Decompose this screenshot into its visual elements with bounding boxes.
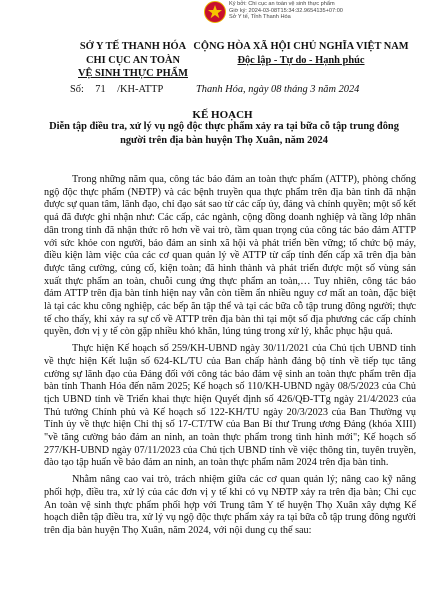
document-subtitle: Diễn tập điều tra, xử lý vụ ngộ độc thực phẩm xảy ra tại bữa cỗ tập trung đông người trên địa bàn huyện Thọ Xuân, năm 2024	[49, 121, 399, 146]
place-date: Thanh Hóa, ngày 08 tháng 3 năm 2024	[196, 84, 360, 95]
digital-signature-block	[229, 1, 434, 21]
signature-time: Giờ ký: 2024-03-08T15:34:32.9654135+07:00	[229, 7, 343, 14]
national-emblem-icon	[204, 1, 226, 23]
signature-org: Sở Y tế, Tỉnh Thanh Hóa	[229, 14, 291, 21]
paragraph: Nhằm nâng cao vai trò, trách nhiệm giữa các cơ quan quản lý; nâng cao kỹ năng phối hợp, điều tra, xử lý của các đơn vị y tế khi có vụ NĐTP xảy ra trên địa bàn; Chi cục An toàn vệ sinh thực phẩm phối hợp với Trung tâm Y tế huyện Thọ Xuân xây dựng Kế hoạch diễn tập điều tra, xử lý vụ ngộ độc thực phẩm xảy ra tại bữa cỗ tập trung đông người trên địa bàn huyện Thọ Xuân, năm 2024, với nội dung cụ thể sau:	[44, 474, 416, 536]
paragraph: Trong những năm qua, công tác bảo đảm an toàn thực phẩm (ATTP), phòng chống ngộ độc thực phẩm (NĐTP) và các bệnh truyền qua thực phẩm trên địa bàn tỉnh đã nhận được sự quan tâm, lãnh đạo, chỉ đạo sát sao từ các cấp ủy, đảng và chính quyền; một số kết quả đã được ghi nhận như: Các cấp, các ngành, cộng đồng doanh nghiệp và tầng lớp nhân dân trong tỉnh đã nhận thức rõ hơn về vai trò, tầm quan trọng của công tác bảo đảm ATTP với sức khỏe con người, bảo đảm an sinh xã hội và phát triển bền vững; tổ chức bộ máy, điều kiện làm việc của các cơ quan quản lý về ATTP từ cấp tỉnh đến cấp xã trên địa bàn được tăng cường, củng cố, kiện toàn; đã hình thành và phát triển được một số vùng sản xuất thực phẩm an toàn, chuỗi cung ứng thực phẩm an toàn,… Tuy nhiên, công tác bảo đảm ATTP trên địa bàn tỉnh hiện nay vẫn còn tiềm ẩn nhiều nguy cơ mất an toàn, đặc biệt là tại các khu công nghiệp, các bếp ăn tập thể và tại các bữa cỗ tập trung đông người; thực tế cho thấy, khi xảy ra sự cố về ATTP trên địa bàn thì tại một số địa phương các cấp chính quyền, đơn vị y tế còn gặp nhiều khó khăn, lúng túng trong xử lý, khắc phục hậu quả.	[44, 174, 416, 338]
agency-name-line2: VỆ SINH THỰC PHẨM	[78, 68, 188, 79]
agency-parent: SỞ Y TẾ THANH HÓA	[79, 41, 187, 52]
national-motto	[185, 40, 417, 67]
doc-number-label: Số:	[70, 84, 84, 95]
motto: Độc lập - Tự do - Hạnh phúc	[237, 54, 365, 66]
star-icon	[208, 4, 222, 20]
document-title: KẾ HOẠCH	[192, 109, 253, 121]
doc-number-value: 71	[95, 84, 106, 95]
document-body	[44, 174, 416, 542]
country-name: CỘNG HÒA XÃ HỘI CHỦ NGHĨA VIỆT NAM	[193, 41, 409, 52]
doc-number-suffix: /KH-ATTP	[117, 84, 164, 95]
agency-name-line1: CHI CỤC AN TOÀN	[85, 54, 180, 66]
signature-signer: Ký bởi: Chi cục an toàn vệ sinh thực phẩm	[229, 1, 335, 7]
paragraph: Thực hiện Kế hoạch số 259/KH-UBND ngày 30/11/2021 của Chủ tịch UBND tỉnh về thực hiện Kết luận số 624-KL/TU của Ban chấp hành đảng bộ tỉnh về tiếp tục tăng cường sự lãnh đạo của Đảng đối với công tác bảo đảm vệ sinh an toàn thực phẩm trên địa bàn tỉnh Thanh Hóa đến năm 2025; Kế hoạch số 110/KH-UBND ngày 08/5/2023 của Chủ tịch UBND tỉnh về Triển khai thực hiện Quyết định số 426/QĐ-TTg ngày 21/4/2023 của Thủ tướng Chính phủ và Kế hoạch số 122-KH/TU ngày 20/3/2023 của Ban Thường vụ Tỉnh ủy về thực hiện Chỉ thị số 17-CT/TW của Ban Bí thư Trung ương Đảng (khóa XIII) "về tăng cường bảo đảm an ninh, an toàn thực phẩm trong tình hình mới"; Kế hoạch số 277/KH-UBND ngày 07/11/2023 của Chủ tịch UBND tỉnh về việc thông tin, tuyên truyền, đào tạo tập huấn về bảo đảm an ninh, an toàn thực phẩm năm 2024 trên địa bàn tỉnh.	[44, 343, 416, 469]
document-number	[70, 84, 163, 95]
